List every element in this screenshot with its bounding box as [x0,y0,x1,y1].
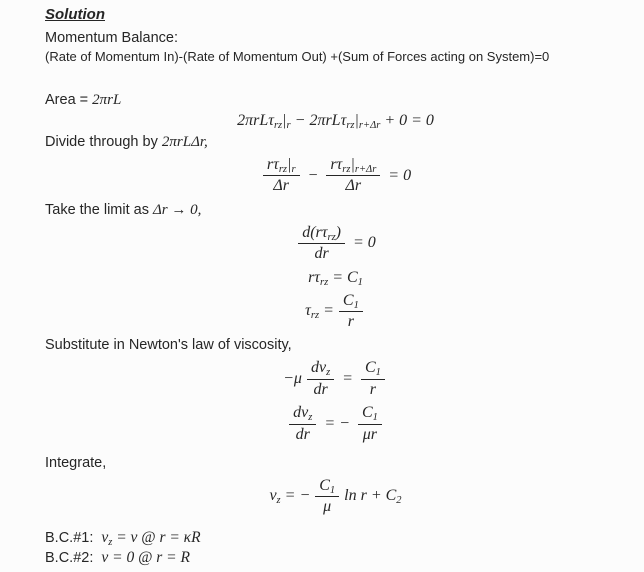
fraction [361,359,385,399]
integrate-line: Integrate, [45,454,107,471]
fraction-numerator: $dv_z$ [307,359,334,379]
equation-prefix: $v_z$ = − [269,487,311,507]
eq-newton-text [283,359,388,398]
fraction-denominator: dr [295,425,310,443]
fraction-numerator: $C_1$ [339,292,363,312]
equation-rhs: = 0 [388,166,412,184]
divide-label: Divide through by [45,134,162,150]
area-math: 2πrL [92,92,122,108]
substitute-line: Substitute in Newton's law of viscosity, [45,337,292,354]
equals-operator: = [342,369,353,387]
limit-label: Take the limit as [45,201,153,218]
bc2-label: B.C.#2: [45,549,94,566]
fraction-numerator: $r\tau_{rz}|_r$ [263,156,300,176]
bc2-line [45,549,626,567]
fraction-denominator: r [347,312,354,330]
fraction [326,156,380,196]
fraction [358,404,382,444]
eq-rtau-c1 [45,269,626,287]
divide-math: 2πrLΔr, [161,134,208,150]
fraction [307,359,334,399]
fraction-denominator: dr [314,245,329,263]
equation-prefix: −μ [283,369,302,387]
eq-divided [45,156,626,196]
fraction-numerator: $d(r\tau_{rz})$ [298,224,345,244]
divide-line [45,133,626,151]
fraction [263,156,300,196]
eq-tau [45,292,626,332]
equation-lhs: $\tau_{rz}$ = [305,302,334,322]
fraction-denominator: μ [323,498,332,516]
eq-dvdr [45,404,626,444]
fraction [289,404,316,444]
bc1-label: B.C.#1: [45,529,94,546]
fraction-denominator: Δr [345,177,362,195]
fraction-numerator: $dv_z$ [289,404,316,424]
eq-shell-balance-text: $2\pi rL\tau_{rz}|_r - 2\pi rL\tau_{rz}|_{r+\Delta r} + 0 = 0$ [237,112,434,131]
equals-minus-operator: = − [324,414,350,432]
fraction [298,224,345,264]
bc1-line [45,529,626,547]
area-line [45,91,626,109]
balance-statement: (Rate of Momentum In)-(Rate of Momentum Out) +(Sum of Forces acting on System)=0 [45,49,550,64]
fraction-denominator: r [369,380,377,398]
minus-operator: − [307,166,319,184]
eq-newton [45,359,626,399]
equation-suffix: $\ln r + C_2$ [344,487,402,507]
bc2-math: v = 0 @ r = R [101,548,190,566]
eq-limit [45,224,626,264]
eq-tau-text [305,291,366,330]
fraction-denominator: μr [362,425,378,443]
eq-shell-balance [45,112,626,130]
eq-limit-text [295,223,376,263]
fraction-denominator: Δr [273,177,290,195]
eq-rtau-c1-text: $r\tau_{rz} = C_1$ [308,268,363,288]
eq-vz-text [269,476,402,516]
momentum-balance-title: Momentum Balance: [45,30,178,46]
solution-heading: Solution [45,6,105,23]
limit-math: Δr → 0, [153,201,202,218]
fraction-numerator: $C_1$ [315,477,339,497]
fraction-numerator: $r\tau_{rz}|_{r+\Delta r}$ [326,156,380,176]
fraction-denominator: dr [313,380,328,398]
fraction [315,477,339,517]
area-label: Area = [45,92,93,108]
fraction-numerator: $C_1$ [358,404,382,424]
fraction-numerator: $C_1$ [361,359,385,379]
fraction [339,292,363,332]
equation-rhs: = 0 [353,234,376,252]
limit-line [45,201,626,219]
eq-vz [45,477,626,517]
bc1-math: $v_z = v$ @ r = κR [101,528,201,548]
